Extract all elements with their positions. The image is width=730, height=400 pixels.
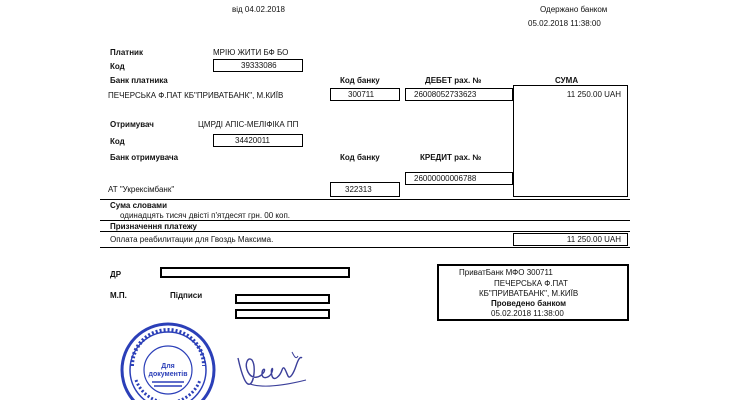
recipient-bank-label: Банк отримувача xyxy=(110,153,179,162)
debit-label: ДЕБЕТ рах. № xyxy=(425,76,482,85)
svg-text:Для: Для xyxy=(161,363,175,370)
recipient-bank-code-box xyxy=(330,182,400,197)
payer-code: 39333086 xyxy=(241,61,277,70)
handwritten-signature-icon xyxy=(232,346,312,396)
stamp-processed-datetime: 05.02.2018 11:38:00 xyxy=(491,309,564,318)
recipient-bank-code: 322313 xyxy=(345,185,372,194)
dr-label: ДР xyxy=(110,270,122,279)
payer-bank-label: Банк платника xyxy=(110,76,168,85)
recipient-name: ЦМРДІ АПІС-МЕЛІФІКА ПП xyxy=(198,120,299,129)
dr-field xyxy=(160,267,350,278)
credit-account-box xyxy=(405,172,513,185)
recipient-bank-name: АТ "Укрексімбанк" xyxy=(108,185,175,194)
recipient-code-label: Код xyxy=(110,137,125,146)
stamp-processed-label: Проведено банком xyxy=(491,299,567,308)
payer-code-box xyxy=(213,59,303,72)
document-date: від 04.02.2018 xyxy=(232,5,285,14)
amount-words-label: Сума словами xyxy=(110,201,168,210)
divider-line xyxy=(100,199,630,200)
signatures-label: Підписи xyxy=(170,291,203,300)
payer-label: Платник xyxy=(110,48,143,57)
divider-line xyxy=(100,247,630,248)
svg-text:документів: документів xyxy=(148,371,188,378)
debit-account: 26008052733623 xyxy=(414,90,477,99)
purpose-label: Призначення платежу xyxy=(110,222,198,231)
purpose-amount: 11 250.00 UAH xyxy=(566,235,621,244)
recipient-bank-code-label: Код банку xyxy=(340,153,380,162)
amount-value: 11 250.00 UAH xyxy=(566,90,621,99)
purpose-amount-box xyxy=(513,233,628,246)
divider-line xyxy=(100,231,630,232)
amount-box xyxy=(513,85,628,197)
signature-field-1 xyxy=(235,294,330,304)
purpose-text: Оплата реабилитации для Гвоздь Максима. xyxy=(110,235,274,244)
payer-code-label: Код xyxy=(110,62,125,71)
payer-bank-code-box xyxy=(330,88,400,101)
amount-words-text: одинадцять тисяч двісті п'ятдесят грн. 00 коп. xyxy=(120,211,290,220)
recipient-code: 34420011 xyxy=(235,136,270,145)
credit-account: 26000000006788 xyxy=(414,174,477,183)
bank-processing-stamp xyxy=(437,264,629,321)
payer-bank-code: 300711 xyxy=(348,90,375,99)
received-label: Одержано банком xyxy=(540,5,608,14)
divider-line xyxy=(100,220,630,221)
recipient-code-box xyxy=(213,134,303,147)
stamp-bank-mfo: ПриватБанк МФО 300711 xyxy=(459,268,553,277)
amount-label: СУМА xyxy=(555,76,579,85)
organization-seal-icon xyxy=(118,318,218,400)
signature-field-2 xyxy=(235,309,330,319)
payer-name: МРІЮ ЖИТИ БФ БО xyxy=(213,48,289,57)
recipient-label: Отримувач xyxy=(110,120,154,129)
payer-bank-name: ПЕЧЕРСЬКА Ф.ПАТ КБ"ПРИВАТБАНК", М.КИЇВ xyxy=(108,91,284,100)
credit-label: КРЕДИТ рах. № xyxy=(420,153,482,162)
stamp-bank-name: КБ"ПРИВАТБАНК", М.КИЇВ xyxy=(479,289,579,298)
received-datetime: 05.02.2018 11:38:00 xyxy=(528,19,601,28)
mp-label: М.П. xyxy=(110,291,127,300)
stamp-branch: ПЕЧЕРСЬКА Ф.ПАТ xyxy=(494,279,568,288)
debit-account-box xyxy=(405,88,513,101)
payer-bank-code-label: Код банку xyxy=(340,76,380,85)
